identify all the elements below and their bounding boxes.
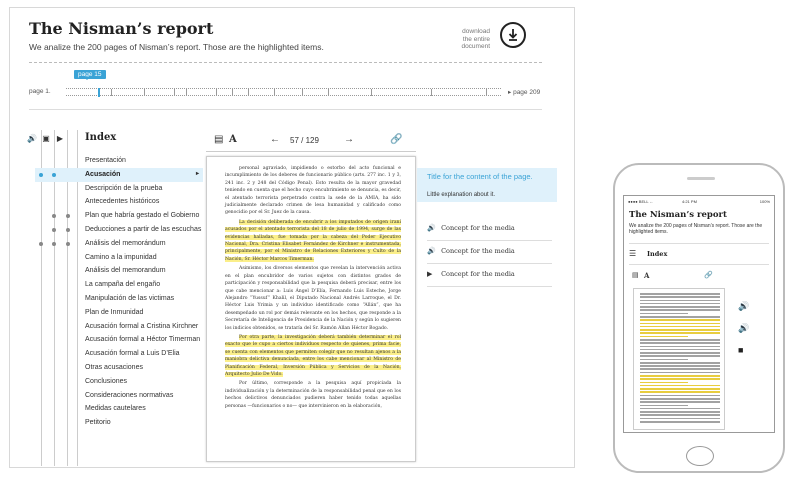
timeline-handle[interactable] [98,88,100,97]
camera-icon[interactable]: ▣ [42,134,50,143]
audio-icon: 🔊 [427,247,436,255]
document-text [225,165,401,412]
download-label-line: the entire [462,35,490,43]
index-item[interactable] [35,333,203,347]
index-list [35,154,203,430]
home-button[interactable] [686,446,714,466]
text-line [640,300,720,302]
media-dot [66,228,70,232]
timeline-tick[interactable] [111,89,112,96]
video-icon[interactable]: ▶ [56,134,64,143]
paragraph-text: Asimismo, los diversos elementos que revelan la intervención activa en el plan encubridor de varios sujetos con distintos grados de participación y responsabilidad que la pesquisa deberá precisar, entre los que cabe mencionar a: Luis Ángel D’Elía, Fernando Luis Esteche, Jorge Alejandro “Yussuf” Khalil, el Diputado Nacional Andrés Larroque, el Dr. Héctor Luis Yrimia y un individuo identificado como “Allán”, que ha desempeñado un rol por demás relevante en los hechos, que responde a la Secretaría de Inteligencia de Presidencia de la Nación y según lo sugieren los indicios obtenidos, se trataría del Sr. Ramón Allan Héctor Bogado. [225,266,401,331]
text-line [640,352,720,354]
index-item[interactable] [35,278,203,292]
index-item-label: Acusación formal a Luis D’Elia [85,350,180,358]
index-item[interactable] [35,182,203,196]
index-item-label: Consideraciones normativas [85,391,174,399]
text-line [640,316,720,318]
document-paragraph [225,165,401,217]
media-dot [66,214,70,218]
index-item-label: Plan de Inmunidad [85,308,144,316]
index-item-label: Acusación formal a Cristina Kirchner [85,322,199,330]
timeline-tick[interactable] [144,89,145,96]
highlighted-text: Por otra parte, la investigación deberá también determinar el rol exacto que le cupo a ciertos individuos respecto de quienes, prima facie, se cuenta con elementos que permiten colegir que no resultan ajenos a la maniobra delictiva denunciada, entre los cabe mencionar al Ministro de Planificación Federal, Inversión Pública y Servicios de la Nación, Arquitecto Julio De Vido. [225,334,401,377]
download-label-line: download [462,28,490,35]
index-title: Index [85,132,117,143]
font-size-icon[interactable]: A [644,271,650,280]
index-item[interactable] [35,320,203,334]
concept-label: Concept for the media [441,247,515,255]
phone-speaker [687,177,715,180]
text-line [640,336,688,338]
chevron-right-icon: ▸ [195,170,199,177]
phone-document-text [640,293,720,424]
menu-icon[interactable]: ☰ [629,249,637,258]
text-line [640,411,720,413]
index-item[interactable] [35,306,203,320]
phone-title: The Nisman’s report [629,210,727,220]
timeline-tick[interactable] [174,89,175,96]
index-item[interactable] [35,168,203,182]
index-item[interactable] [35,195,203,209]
video-icon[interactable]: ■ [738,345,744,355]
concept-item[interactable] [427,224,515,232]
text-line [640,418,720,420]
text-line [640,303,720,305]
status-bar [624,196,774,206]
timeline-tick[interactable] [248,89,249,96]
timeline-tick[interactable] [371,89,372,96]
concept-item[interactable] [427,270,515,278]
audio-icon: 🔊 [427,224,436,232]
index-item-label: Análisis del memorandum [85,267,166,275]
prev-page-button[interactable]: ← [270,134,280,145]
battery: 100% [759,199,770,204]
clock: 4:21 PM [682,199,697,204]
index-item[interactable] [35,264,203,278]
document-paragraph [225,334,401,378]
text-line [640,385,720,387]
timeline-start-label: page 1. [29,88,51,95]
index-item-label: Petitorio [85,419,111,427]
media-dot [52,214,56,218]
text-line [640,391,720,393]
text-line [640,368,720,370]
text-line [640,359,688,361]
timeline-tick[interactable] [232,89,233,96]
media-dot [52,173,56,177]
index-item[interactable] [35,209,203,223]
text-line [640,395,720,397]
index-item-label: Plan que habría gestado el Gobierno [85,212,200,220]
index-item[interactable] [35,375,203,389]
phone-screen [623,195,775,433]
text-line [640,342,720,344]
index-item-label: La campaña del engaño [85,281,161,289]
index-item-label: Manipulación de las victimas [85,294,175,302]
index-item-label: Descripción de la prueba [85,184,163,192]
timeline-tick[interactable] [328,89,329,96]
highlighted-text: La decisión deliberada de encubrir a los imputados de origen iraní acusados por el atentado terrorista del 18 de julio de 1994, surge de las evidencias halladas, fue tomada por la cabeza del Poder Ejecutivo Nacional, Dra. Cristina Elisabet Fernández de Kirchner e instrumentada, principalmente, por el Ministro de Relaciones Exteriores y Culto de la Nación, Sr. Héctor Marcos Timerman. [225,219,401,262]
text-line [640,293,720,295]
divider [29,109,542,110]
text-line [640,421,720,423]
timeline-tick[interactable] [431,89,432,96]
concept-item[interactable] [427,247,515,255]
timeline-tick[interactable] [186,89,187,96]
phone-mockup [613,163,785,473]
index-item[interactable] [35,389,203,403]
audio-icon[interactable]: 🔊 [27,134,37,143]
text-line [640,362,720,364]
timeline-current-badge: page 15 [74,70,106,79]
media-dot [52,228,56,232]
text-line [640,375,720,377]
text-line [640,329,720,331]
audio-icon[interactable]: 🔊 [738,323,750,333]
index-item-label: Presentación [85,157,126,164]
text-line [640,346,720,348]
link-icon[interactable]: 🔗 [390,134,403,145]
paragraph-text: personal agraviado, impidiendo o estorbo del acto funcional e incumplimiento de los deberes de funcionario público (arts. 277 inc. 1 y 3, 241 inc. 2 y 248 del Código Penal). Esto resulta de la mayor gravedad teniendo en cuenta que el hecho cuyo encubrimiento se denuncia, es decir, el atentado terrorista perpetrado contra la sede de la AMIA, ha sido judicialmente declarado crimen de lesa humanidad y calificado como genocidio por el Sr. Juez de la causa. [225,166,401,216]
carrier: ●●●● BELL ← [628,199,654,204]
divider [629,264,769,265]
text-line [640,309,720,311]
text-line [640,319,720,321]
phone-subtitle: We analize the 200 pages of Nisman’s report. Those are the highlighted items. [629,223,763,235]
text-line [640,401,720,403]
text-line [640,378,720,380]
text-line [640,306,720,308]
video-icon: ▶ [427,270,433,278]
document-page [206,156,416,462]
concept-label: Concept for the media [441,224,515,232]
index-item[interactable] [35,292,203,306]
text-line [640,332,720,334]
page-title: The Nisman’s report [29,19,214,38]
download-icon [502,24,524,46]
text-line [640,296,720,298]
paragraph-text: Por último, corresponde a la pesquisa aquí propiciada la individualización y la determinación de la responsabilidad penal que en los hechos delictivos denunciados pudieren haber tenido todas aquellas personas —funcionarios o no— que intervinieron en la elaboración, [225,381,401,409]
divider [427,240,552,241]
timeline-tick[interactable] [302,89,303,96]
timeline-tick[interactable] [486,89,487,96]
text-line [640,349,720,351]
index-item-label: Conclusiones [85,377,128,385]
timeline-track[interactable] [66,88,501,96]
index-item[interactable] [35,154,203,168]
text-line [640,365,720,367]
timeline-tick[interactable] [274,89,275,96]
phone-document-page [633,288,725,430]
page-subtitle: We analize the 200 pages of Nisman’s report. Those are the highlighted items. [29,42,324,52]
text-line [640,372,720,374]
page-counter: 57 / 129 [290,136,319,145]
font-size-icon[interactable]: A [229,134,237,145]
phone-index-title: Index [647,250,668,258]
index-item[interactable] [35,347,203,361]
timeline-end-label: ▸ page 209 [508,89,541,96]
download-button[interactable] [500,22,526,48]
next-page-button[interactable]: → [344,134,354,145]
text-line [640,388,720,390]
text-line [640,313,688,315]
text-line [640,408,720,410]
text-line [640,323,720,325]
desktop-mockup [9,7,575,468]
document-icon[interactable]: ▤ [214,134,224,145]
media-dot [66,242,70,246]
media-subtitle: Little explanation about it. [427,192,496,198]
divider [427,263,552,264]
index-item-label: Otras acusaciones [85,363,143,371]
document-paragraph [225,219,401,263]
index-item[interactable] [35,361,203,375]
index-item-label: Acusación [85,170,121,178]
link-icon[interactable]: 🔗 [704,272,713,279]
text-line [640,339,720,341]
media-dot [39,173,43,177]
index-item-label: Análisis del memorándum [85,239,166,247]
text-line [640,326,720,328]
text-line [640,414,720,416]
media-dot [39,242,43,246]
index-item[interactable] [35,251,203,265]
timeline-tick[interactable] [216,89,217,96]
index-item[interactable] [35,223,203,237]
text-line [640,355,720,357]
divider [29,62,542,63]
media-dot [52,242,56,246]
document-paragraph [225,380,401,410]
text-line [640,405,688,407]
divider [427,286,552,287]
index-item-label: Deducciones a partir de las escuchas [85,225,202,233]
index-item-label: Acusación formal a Héctor Timerman [85,336,201,344]
index-item-label: Antecedentes históricos [85,198,160,206]
index-item[interactable] [35,402,203,416]
concept-label: Concept for the media [441,270,515,278]
index-item-label: Camino a la impunidad [85,253,157,261]
document-paragraph [225,265,401,332]
document-toolbar [206,130,416,152]
download-label-line: document [461,43,490,50]
index-item[interactable] [35,237,203,251]
index-item[interactable] [35,416,203,430]
divider [629,243,769,244]
index-item-label: Medidas cautelares [85,405,146,413]
audio-icon[interactable]: 🔊 [738,301,750,311]
text-line [640,382,688,384]
timeline-end-text: page 209 [513,89,541,96]
document-icon[interactable]: ▤ [632,272,639,279]
media-title: Title for the content of the page. [427,172,533,181]
text-line [640,398,720,400]
media-card[interactable] [417,168,557,202]
download-label[interactable] [450,28,490,51]
